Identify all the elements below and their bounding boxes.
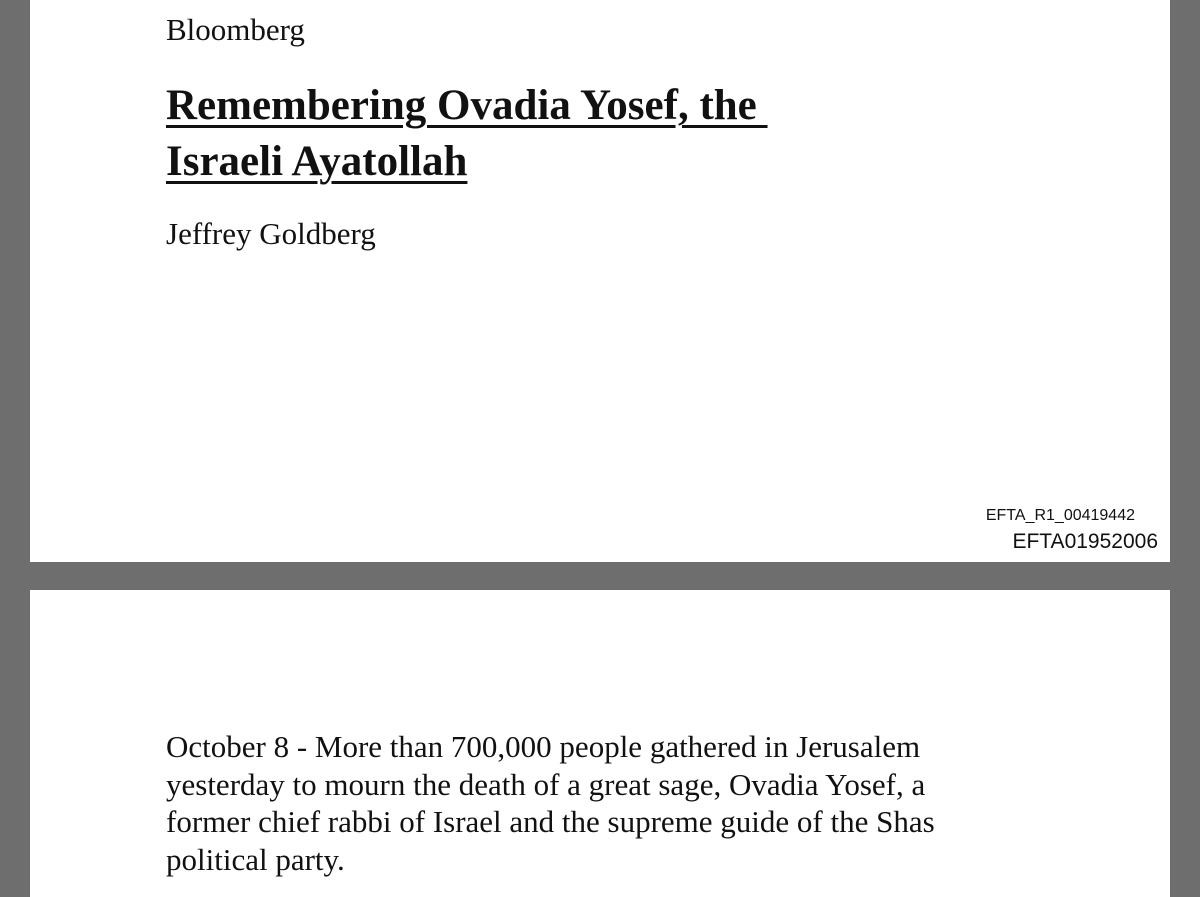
article-title-line-2-text: Israeli Ayatollah [166, 138, 468, 185]
paragraph-line-2: yesterday to mourn the death of a great sage, Ovadia Yosef, a [166, 766, 926, 802]
document-page-1 [30, 0, 1170, 562]
author-name: Jeffrey Goldberg [166, 216, 376, 251]
paragraph-line-3: former chief rabbi of Israel and the supreme guide of the Shas [166, 804, 935, 839]
paragraph-line-1: October 8 - More than 700,000 people gathered in Jerusalem [166, 729, 921, 764]
article-paragraph [166, 728, 1046, 878]
document-id-stamp: EFTA_R1_00419442 [985, 507, 1135, 524]
article-title [166, 78, 966, 190]
document-page-2 [30, 590, 1170, 897]
article-title-line-2 [166, 134, 966, 190]
publication-name: Bloomberg [166, 12, 305, 47]
bates-number-stamp: EFTA01952006 [1012, 530, 1158, 553]
article-title-line-1-text: Remembering Ovadia Yosef, the [166, 82, 768, 129]
article-title-line-1 [166, 78, 966, 134]
paragraph-line-4: political party. [166, 841, 345, 877]
